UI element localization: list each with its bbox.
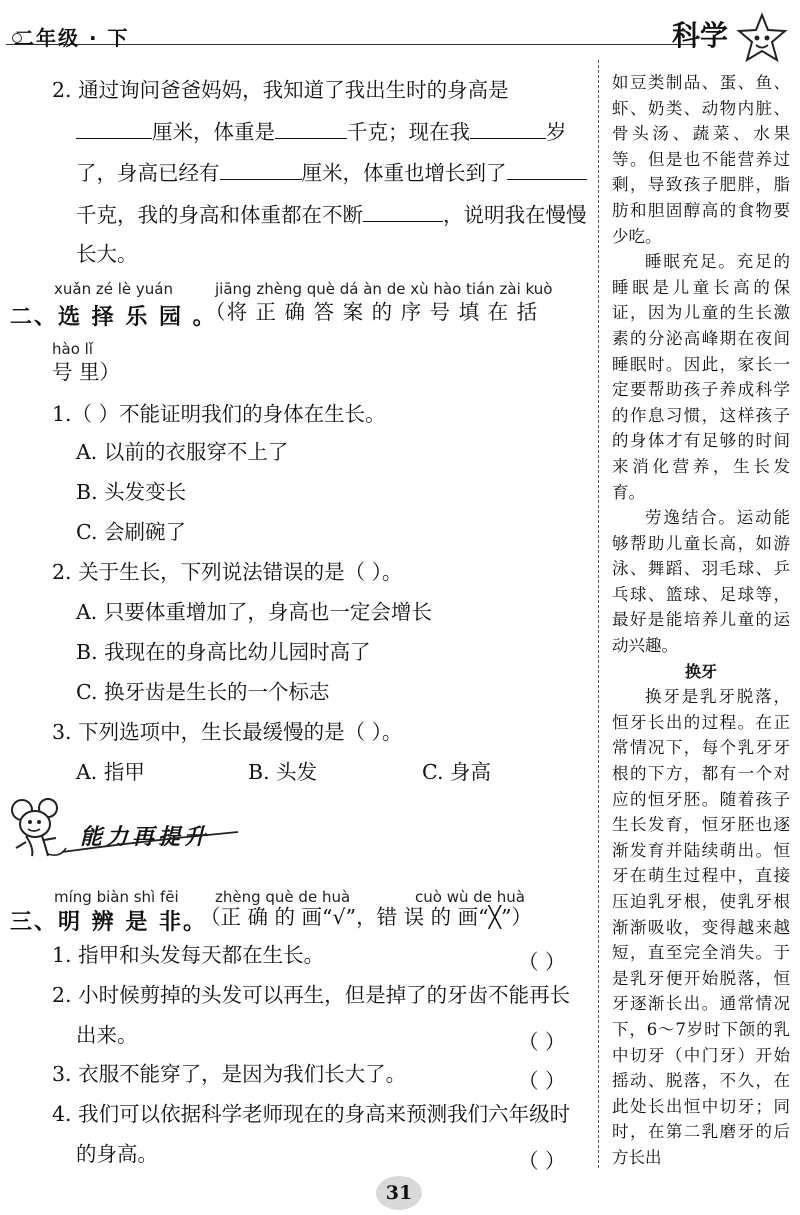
- tf-answer-4[interactable]: （ ）: [518, 1149, 566, 1173]
- answer-blank-current-weight[interactable]: [507, 178, 587, 180]
- section2-title: 二、选 择 乐 园 。: [10, 304, 217, 330]
- mc-q2-option-c[interactable]: C. 换牙齿是生长的一个标志: [76, 680, 330, 704]
- mc-q1-option-a[interactable]: A. 以前的衣服穿不上了: [76, 440, 289, 464]
- subject-label: 科学: [672, 19, 729, 52]
- tf-item-2-line-1: 2. 小时候剪掉的头发可以再生，但是掉了的牙齿不能再长: [52, 983, 571, 1007]
- section3-title-pinyin: míng biàn shì fēi: [54, 888, 179, 906]
- mc-q2-stem: 2. 关于生长，下列说法错误的是（ ）。: [52, 560, 403, 584]
- section2-instruction: （将 正 确 答 案 的 序 号 填 在 括: [205, 300, 539, 324]
- answer-blank-changing[interactable]: [363, 220, 443, 222]
- mc-q1-option-b[interactable]: B. 头发变长: [76, 480, 187, 504]
- mc-q3-option-b[interactable]: B. 头发: [248, 760, 318, 784]
- sidebar-divider: [598, 60, 599, 1168]
- mc-q3-option-c[interactable]: C. 身高: [422, 760, 491, 784]
- page-number: 31: [376, 1176, 422, 1210]
- section2-instruction-2: 号 里）: [52, 360, 121, 384]
- mc-q3-option-a[interactable]: A. 指甲: [76, 760, 145, 784]
- answer-blank-age[interactable]: [470, 137, 546, 139]
- tf-item-4-line-1: 4. 我们可以依据科学老师现在的身高来预测我们六年级时: [52, 1102, 571, 1126]
- tf-answer-1[interactable]: （ ）: [518, 950, 566, 974]
- sidebar-paragraph-nutrition: 如豆类制品、蛋、鱼、虾、奶类、动物内脏、骨头汤、蔬菜、水果等。但是也不能营养过剩，导致孩子肥胖，脂肪和胆固醇高的食物要少吃。: [612, 73, 790, 246]
- banner-title: 能力再提升: [80, 825, 211, 850]
- mc-q2-option-b[interactable]: B. 我现在的身高比幼儿园时高了: [76, 640, 371, 664]
- section3-instruction: （正 确 的 画“√”，错 误 的 画“╳”）: [200, 905, 532, 929]
- tf-answer-2[interactable]: （ ）: [518, 1030, 566, 1054]
- sidebar-notes: [612, 70, 790, 1171]
- answer-blank-birth-weight[interactable]: [275, 137, 347, 139]
- mc-q1-option-c[interactable]: C. 会刷碗了: [76, 520, 186, 544]
- tf-item-3: 3. 衣服不能穿了，是因为我们长大了。: [52, 1062, 407, 1086]
- banner-swoosh: [60, 828, 240, 858]
- tf-item-4-line-2: 的身高。: [76, 1142, 158, 1166]
- q2-line-5: 长大。: [76, 242, 138, 266]
- section2-instruction-pinyin: jiāng zhèng què dá àn de xù hào tián zài kuò: [215, 280, 553, 298]
- mc-q1-stem: 1.（ ）不能证明我们的身体在生长。: [52, 402, 386, 426]
- q2-line-2: 厘米，体重是 千克；现在我 岁: [76, 122, 567, 143]
- section3-title: 三、明 辨 是 非。: [10, 909, 207, 935]
- q2-line-4: 千克，我的身高和体重都在不断 ，说明我在慢慢: [76, 203, 587, 227]
- sidebar-paragraph-exercise: 劳逸结合。运动能够帮助儿童长高，如游泳、舞蹈、羽毛球、乒乓球、篮球、足球等，最好是能培养儿童的运动兴趣。: [612, 508, 790, 656]
- mc-q3-stem: 3. 下列选项中，生长最缓慢的是（ ）。: [52, 720, 403, 744]
- sidebar-paragraph-teeth: 换牙是乳牙脱落，恒牙长出的过程。在正常情况下，每个乳牙牙根的下方，都有一个对应的恒牙胚。随着孩子生长发育，恒牙胚也逐渐发育并陆续萌出。恒牙在萌生过程中，直接压迫乳牙根，使乳牙根渐渐吸收，变得越来越短，直至完全消失。于是乳牙便开始脱落，恒牙逐渐长出。通常情况下，6～7岁时下颌的乳中切牙（中门牙）开始摇动、脱落，不久，在此处长出恒中切牙；同时，在第二乳磨牙的后方长出: [612, 687, 790, 1167]
- tf-item-2-line-2: 出来。: [76, 1023, 138, 1047]
- section3-correct-pinyin: zhèng què de huà: [215, 888, 351, 906]
- sidebar-paragraph-sleep: 睡眠充足。充足的睡眠是儿童长高的保证，因为儿童的生长激素的分泌高峰期在夜间睡眠时。因此，家长一定要帮助孩子养成科学的作息习惯，这样孩子的身体才有足够的时间来消化营养，生长发育。: [612, 252, 790, 502]
- q2-line-3: 了，身高已经有 厘米，体重也增长到了: [76, 163, 587, 184]
- section2-instruction-pinyin-2: hào lǐ: [52, 340, 93, 358]
- answer-blank-birth-height[interactable]: [76, 137, 152, 139]
- grade-label: 二年级 · 下: [14, 26, 130, 50]
- mc-q2-option-a[interactable]: A. 只要体重增加了，身高也一定会增长: [76, 600, 432, 624]
- tf-answer-3[interactable]: （ ）: [518, 1069, 566, 1093]
- answer-blank-current-height[interactable]: [220, 178, 302, 180]
- tf-item-1: 1. 指甲和头发每天都在生长。: [52, 943, 325, 967]
- star-mascot-icon: [734, 12, 790, 66]
- sidebar-heading-teeth: 换牙: [684, 661, 717, 681]
- section3-wrong-pinyin: cuò wù de huà: [415, 888, 525, 906]
- q2-line-1: 2. 通过询问爸爸妈妈，我知道了我出生时的身高是: [52, 78, 509, 102]
- section2-title-pinyin: xuǎn zé lè yuán: [54, 280, 173, 298]
